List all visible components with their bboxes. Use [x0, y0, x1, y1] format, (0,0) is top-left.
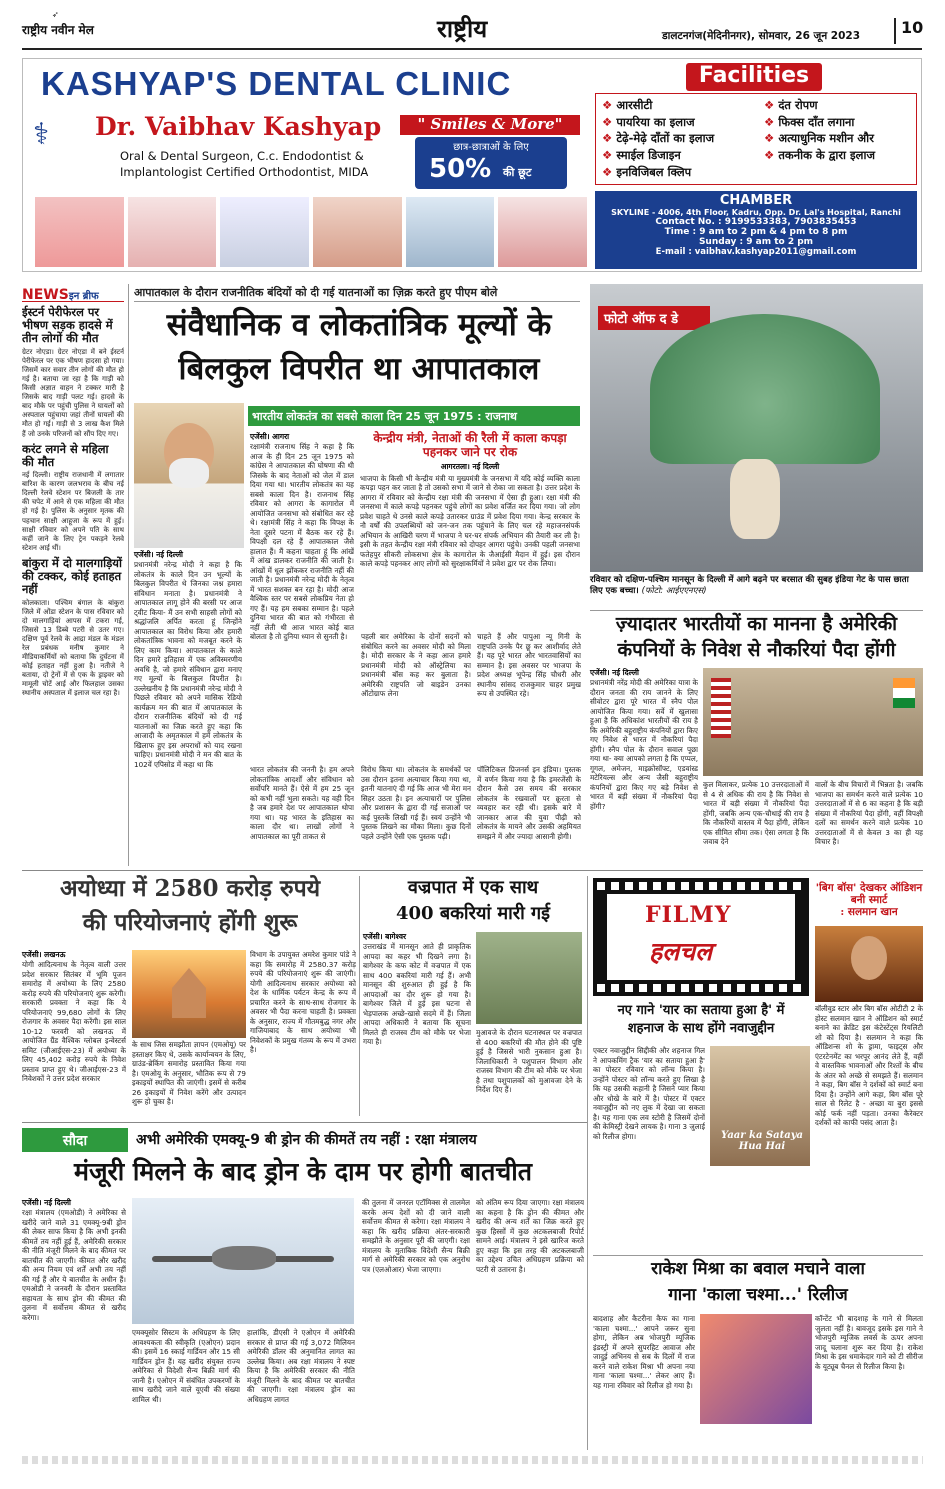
drone-byline: एजेंसी। नई दिल्ली: [22, 1198, 71, 1207]
rakesh-col-1: [593, 1314, 695, 1448]
drone-col-1: [22, 1198, 126, 1448]
face-shape: [851, 936, 887, 980]
song-poster: [710, 1046, 810, 1166]
chamber-email: E-mail : vaibhav.kashyap2011@gmail.com: [655, 247, 857, 257]
implant-photo: [220, 197, 309, 267]
ayodhya-col-3: [250, 950, 356, 1116]
diamond-bullet-icon: ❖: [764, 98, 779, 112]
filmy-halchal-banner: [593, 878, 809, 996]
facilities-title: Facilities: [686, 63, 822, 91]
facilities-box: [595, 93, 917, 185]
column-divider: [359, 876, 360, 1116]
student-discount: [415, 137, 567, 189]
pm-body: प्रधानमंत्री नरेन्द्र मोदी ने कहा है कि लोकतंत्र के काले दिन उन भूल्यों के बिलकुल विपरीत थे जिनका जश्न हमारा संविधान मनाता है। प्रधानमंत्री ने आपातकाल लागू होने की बरसी पर आज ट्वीट किया- मैं उन सभी साहसी लोगों को श्रद्धांजलि अर्पित करता हूं जिन्होंने आपातकाल का विरोध किया और हमारी लोकतांत्रिक भावना को मजबूत करने के लिए काम किया। आपातकाल के काले दिन हमारे इतिहास में एक अविस्मरणीय अवधि है, जो हमारे संविधान द्वारा मनाए गए मूल्यों के बिलकुल विपरीत है। उल्लेखनीय है कि प्रधानमंत्री नरेन्द्र मोदी ने पिछले रविवार को अपने मासिक रेडियो कार्यक्रम मन की बात में आपातकाल के दौरान राजनीतिक बंदियों को दी गई यातनाओं का जिक्र करते हुए कहा कि आजादी के अमृतकाल में हमें लोकतंत्र के खिलाफ हुए इस अपराधों को याद रखना चाहिए। प्रधानमंत्री मोदी ने मन की बात के 102वें एपिसोड में कहा था कि: [134, 560, 242, 769]
facility-item: ❖ अत्याधुनिक मशीन और: [764, 131, 874, 146]
black-cloth-body-2: पहली बार अमेरिका के दोनों सदनों को संबोधित करने का अवसर मोदी को मिला है। मोदी सरकार के ने कहा आज हमारे प्रधानमंत्री मोदी को ऑस्ट्रेलिया का प्रधानमंत्री बॉस कह कर बुलाता है। अमेरिकी राष्ट्रपति जो बाइडेन उनका ऑटोग्राफ लेना: [361, 632, 471, 698]
us-flag-shape: [711, 678, 731, 738]
us-meeting-photo: [703, 668, 923, 776]
drone-kicker: अभी अमेरिकी एमक्यू-9 बी ड्रोन की कीमतें तय नहीं : रक्षा मंत्रालय: [136, 1132, 477, 1148]
lightning-body-2: मुआवजे के दौरान घटनास्थल पर वज्रपात से 400 बकरियों की मौत होने की पुष्टि हुई है जिससे भारी नुकसान हुआ है। जिलाधिकारी ने पशुपालन विभाग और राजस्व विभाग की टीम को मौके पर भेजा है तथा पशुपालकों को मुआवजा देने के निर्देश दिए हैं।: [476, 1028, 582, 1094]
black-cloth-byline: आगरतला। नई दिल्ली: [440, 461, 500, 471]
rakesh-mishra-photo: [700, 1314, 812, 1424]
facilities-right-list: [764, 97, 914, 164]
diamond-bullet-icon: ❖: [602, 114, 617, 129]
lead-strap: भारतीय लोकतंत्र का सबसे काला दिन 25 जून 1975 : राजनाथ: [248, 406, 580, 426]
chamber-address: SKYLINE - 4006, 4th Floor, Kadru, Opp. Dr. Lal's Hospital, Ranchi: [611, 208, 901, 217]
umbrella-shape: [650, 314, 880, 464]
rakesh-headline-1: राकेश मिश्रा का बवाल मचाने वाला: [651, 1259, 865, 1279]
goats-photo: [476, 932, 582, 1024]
facility-item: ❖ दंत रोपण: [764, 98, 818, 112]
qualification-2: Implantologist Certified Orthodontist, MIDA: [120, 165, 369, 179]
filmy-label: FILMY: [645, 902, 732, 928]
diamond-bullet-icon: ❖: [602, 148, 617, 163]
photo-caption-block: [590, 575, 923, 605]
halchal-label: हलचल: [649, 937, 713, 966]
drone-col-5: [476, 1198, 584, 1448]
drone-body: रक्षा मंत्रालय (एमओडी) ने अमेरिका से खरीदे जाने वाले 31 एमक्यू-9बी ड्रोन की लेकर साफ किया है कि अभी इनकी कीमतें तय नहीं हुई हैं, अमेरिकी सरकार की नीति मंजूरी मिलने के बाद कीमत पर बातचीत की जाएगी। कीमत और खरीद की अन्य नियम एवं शर्तें अभी तय नहीं की गई हैं और ये बातचीत के अधीन हैं। एमओडी ने जनवरी के दौरान प्रस्तावित सहायता के साथ ड्रोन की कीमत की तुलना में सर्वोत्तम कीमत से खरीद करेगा।: [22, 1208, 126, 1322]
bigboss-story: [815, 882, 923, 918]
smile-photo: [313, 197, 402, 267]
dentures-photo: [35, 197, 124, 267]
diamond-bullet-icon: ❖: [764, 131, 779, 146]
beard-shape: [169, 458, 209, 488]
dental-photo-strip: [35, 197, 587, 267]
facility-item: ❖ पायरिया का इलाज: [602, 114, 695, 129]
black-cloth-body: भाजपा के किसी भी केन्द्रीय मंत्री या मुख्यमंत्री के जनसभा में यदि कोई व्यक्ति काला कपड़ा पहन कर जाता है तो उसको सभा में जाने से रोका जा सकता है। उत्तर प्रदेश के आगरा में रविवार को केन्द्रीय रक्षा मंत्री की जनसभा में ऐसा ही हुआ। रक्षा मंत्री की जनसभा में काले कपड़े पहनकर पहुंचे लोगों का प्रवेश वर्जित कर दिया गया। जो लोग प्रवेश चाहते थे उनसे काले कपड़े उतारकर ग्राउंड में प्रवेश दिया गया। केन्द्र सरकार के नौ वर्षों की उपलब्धियों को जन-जन तक पहुंचाने के लिए चल रहे महाजनसंपर्क अभियान के आखिरी चरण में भाजपा ने घर-घर संपर्क अभियान की तैयारी कर ली है। इसी के तहत केन्द्रीय रक्षा मंत्री रविवार को दोपहर आगरा पहुंचे। उनकी पहली जनसभा फतेहपुर सीकरी लोकसभा क्षेत्र के कागारोल के जैआईसी मैदान में हुई। इस दौरान काले कपड़े पहनकर आए लोगों को सुरक्षाकर्मियों ने प्रवेश द्वार पर रोक लिया।: [360, 473, 580, 569]
drone-body-2: एमक्यूसोर सिस्टम के अधिग्रहण के लिए आवश्यकता की स्वीकृति (एओएन) प्रदान की। इसमें 16 स्काई गार्डियन और 15 सी गार्डियन ड्रोन हैं। यह खरीद संयुक्त राज्य अमेरिका से विदेशी सैन्य बिक्री मार्ग की जानी है। एओएन में संबंधित उपकरणों के साथ खरीदे जाने वाले यूएवी की संख्या शामिल थी।: [132, 1328, 240, 1404]
photo-caption: रविवार को दक्षिण-पश्चिम मानसून के दिल्ली में आगे बढ़ने पर बरसात की सुबह इंडिया गेट के पास छाता लिए एक बच्चा।: [590, 575, 909, 597]
drone-photo: [132, 1198, 354, 1324]
ayodhya-body-3: विभाग के उपायुक्त अमरेश कुमार पांडे ने कहा कि समारोह में 2580.37 करोड़ रुपये की परियोजनाएं शुरू की जाएंगी। योगी आदित्यनाथ सरकार अयोध्या को देश के धार्मिक पर्यटन केन्द्र के रूप में प्रचारित करने के साथ-साथ रोजगार के अवसर भी पैदा करना चाहती है। प्रवक्ता के अनुसार, राज्य में गौतमबुद्ध नगर और गाजियाबाद के साथ अयोध्या भी निवेशकों के प्रमुख गंतव्य के रूप में उभरा है।: [250, 950, 356, 1054]
usjobs-col-2: [703, 780, 809, 864]
lightning-byline: एजेंसी। बागेश्वर: [363, 932, 407, 941]
india-flag-shape: [893, 678, 915, 708]
byline-pm: एजेंसी। नई दिल्ली: [134, 550, 183, 559]
drone-headline: मंजूरी मिलने के बाद ड्रोन के दाम पर होगी बातचीत: [74, 1157, 532, 1186]
lightning-headline-1: वज्रपात में एक साथ: [407, 877, 539, 898]
brief-label-news: NEWS: [22, 287, 69, 303]
brief-list: [22, 306, 124, 699]
usjobs-body-2: कुल मिलाकर, प्रत्येक 10 उत्तरदाताओं में से 4 से अधिक की राय है कि निवेश से भारत में बड़ी संख्या में नौकरियां पैदा होंगी, जबकि अन्य एक-चौथाई की राय है कि नौकरियों वास्तव में पैदा होंगी, लेकिन एक सीमित सीमा तक। ऐसा लगता है कि जवाब देने: [703, 780, 809, 846]
lightning-col-2: [476, 1028, 582, 1116]
chamber-title: CHAMBER: [719, 193, 793, 208]
song-body-col: [593, 1046, 705, 1246]
teeth-model-photo: [498, 197, 587, 267]
lightning-body: उत्तराखंड में मानसून आते ही प्राकृतिक आपदा का कहर भी दिखने लगा है। बागेश्वर के कफ कोट में वज्रपात में एक साथ 400 बकरियां मारी गई हैं। अभी मानसून की शुरुआत ही हुई है कि आपदाओं का दौर शुरू हो गया है। बागेश्वर जिले में हुई इस घटना से भेड़पालक अच्छे-खासे सदमे में हैं। जिला आपदा अधिकारी ने बताया कि सूचना मिलते ही राजस्व टीम को मौके पर भेजा गया है।: [363, 942, 471, 1046]
drone-label: सौदा: [22, 1128, 128, 1152]
ayodhya-headline-2: की परियोजनाएं होंगी शुरू: [82, 909, 298, 936]
child-dentist-photo: [406, 197, 495, 267]
rakesh-body: बादशाह और कैटरीना कैफ का गाना 'काला चश्मा...' आपने जरूर सुना होगा, लेकिन अब भोजपुरी म्यूजिक इंडस्ट्री में अपने सुपरहिट आवाज और जादुई अभिनय से सब के दिलों में राज करने वाले राकेश मिश्रा भी अपना नया गाना 'काला चश्मा...' लेकर आए हैं। यह गाना रविवार को रिलीज हो गया है।: [593, 1314, 695, 1390]
footer-rule: [22, 1456, 923, 1464]
rakesh-body-2: कॉन्टेंट भी बादशाह के गाने से मिलता जुलता नहीं है। बावजूद इसके इस गाने ने भोजपुरी म्यूजिक लवर्स के ऊपर अपना जादू चलाना शुरू कर दिया है। राकेश मिश्रा के इस धमाकेदार गाने को टी सीरीज के यूट्यूब चैनल से रिलीज किया है।: [815, 1314, 923, 1371]
chamber-time: Time : 9 am to 2 pm & 4 pm to 8 pm: [664, 227, 848, 237]
doctor-name: Dr. Vaibhav Kashyap: [95, 112, 382, 141]
bigboss-body: बॉलीवुड स्टार और बिग बॉस ओटीटी 2 के होस्ट सलमान खान ने ऑडिशन को स्मार्ट बनाने का क्रेडिट इस कंटेस्टेंट्स रियलिटी शो को दिया है। सलमान ने कहा कि ऑडिशन्स शो के ड्रामा, फाइट्स और एंटरटेनमेंट का भरपूर आनंद लेते हैं, वहीं वे वास्तविक भावनाओं और रिश्तों के बीच के अंतर को अच्छे से समझते हैं। सलमान ने कहा, बिग बॉस ने दर्शकों को स्मार्ट बना दिया है। उन्होंने आगे कहा, बिग बॉस पूरे साल से रिलेट है - अच्छा या बुरा इससे कोई फर्क नहीं पड़ता। उनका कैरेक्टर दर्शकों को काफी पसंद आता है।: [815, 1004, 923, 1127]
lead-headline-1: संवैधानिक व लोकतांत्रिक मूल्यों के: [166, 307, 552, 343]
diamond-bullet-icon: ❖: [602, 98, 617, 112]
pm-body-2: विरोध किया था। लोकतंत्र के समर्थकों पर उस दौरान इतना अत्याचार किया गया था, इतनी यातनाएं दी गई कि आज भी मेरा मन सिहर उठता है। इन अत्याचारों पर पुलिस और प्रशासन के द्वारा दी गई सजाओं पर कई पुस्तकें लिखी गई हैं। स्वयं उन्होंने भी पुस्तक लिखने का मौका मिला। कुछ दिनों पहले उन्होंने ऐसी एक पुस्तक पढ़ी।: [361, 765, 471, 841]
clinic-name: KASHYAP'S DENTAL CLINIC: [41, 65, 512, 102]
discount-value: 50%: [429, 154, 492, 184]
bigboss-body-col: [815, 1004, 923, 1252]
usjobs-headline-2: कंपनियों के निवेश से नौकरियां पैदा होंगी: [617, 639, 896, 661]
film-strip-top: [597, 882, 805, 890]
diamond-bullet-icon: ❖: [764, 114, 779, 129]
pm-story-col-2: [361, 765, 471, 864]
lightning-col-1: [363, 932, 471, 1116]
chamber-box: [595, 191, 917, 269]
photo-credit: (फोटो: आईएएनएस): [641, 586, 707, 597]
rule: [590, 610, 923, 611]
facility-item: ❖ तकनीक के द्वारा इलाज: [764, 148, 875, 163]
drone-col-3: [247, 1328, 355, 1448]
black-cloth-story: [360, 432, 580, 628]
facility-item: ❖ आरसीटी: [602, 98, 653, 112]
black-cloth-headline: केन्द्रीय मंत्री, नेताओं की रैली में काला कपड़ा पहनकर जाने पर रोक: [373, 431, 567, 459]
chamber-contact: Contact No. : 9199533383, 7903835453: [655, 217, 857, 227]
chamber-sunday: Sunday : 9 am to 2 pm: [698, 237, 814, 247]
song-headline-1: नए गाने 'यार का सताया हुआ है' में: [617, 1003, 785, 1018]
film-strip-bottom: [597, 984, 805, 992]
section-rule: [22, 870, 923, 871]
rajnath-story-col-2: [250, 765, 354, 864]
section-rule: [22, 1122, 587, 1123]
diamond-bullet-icon: ❖: [602, 164, 617, 179]
usjobs-body-3: वालों के बीच विचारों में भिन्नता है। जबकि भाजपा का समर्थन करने वाले प्रत्येक 10 उत्तरदाताओं में से 6 का कहना है कि बड़ी संख्या में नौकरियां पैदा होंगी, वहीं विपक्षी दलों का समर्थन करने वाले प्रत्येक 10 उत्तरदाताओं में से केवल 3 का ही यह विचार है।: [815, 780, 923, 846]
drone-col-2: [132, 1328, 240, 1448]
qualification-1: Oral & Dental Surgeon, C.c. Endodontist &: [120, 149, 364, 163]
brief-label-hindi: इन ब्रीफ: [68, 291, 99, 302]
black-cloth-body-3: चाहते हैं और पापुआ न्यू गिनी के राष्ट्रपति उनके पैर छू कर आशीर्वाद लेते हैं। यह पूरे भारत और भारतवासियों का सम्मान है। इस अवसर पर भाजपा के प्रदेश अध्यक्ष भूपेन्द्र सिंह चौधरी और स्थानीय सांसद राजकुमार चाहर प्रमुख रूप से उपस्थित रहे।: [477, 632, 581, 698]
film-frame: [607, 894, 795, 980]
page-number: 10: [894, 18, 923, 44]
facility-item: ❖ टेढ़े-मेढ़े दाँतों का इलाज: [602, 131, 715, 146]
salman-khan-photo: [815, 926, 923, 1002]
black-cloth-col-3: [477, 632, 581, 760]
ayodhya-byline: एजेंसी। लखनऊ: [22, 950, 66, 959]
usjobs-body: प्रधानमंत्री नरेंद्र मोदी की अमेरिका यात्रा के दौरान जनता की राय जानने के लिए सीवोटर द्वारा पूरे भारत में स्नैप पोल आयोजित किया गया। सर्वे में खुलासा हुआ है कि अधिकांश भारतीयों की राय है कि अमेरिकी बहुराष्ट्रीय कंपनियों द्वारा किए गए निवेश से भारत में नौकरियां पैदा होंगी। स्नैप पोल के दौरान सवाल पूछा गया था- क्या आपको लगता है कि एप्पल, गूगल, अमेजन, माइक्रोसॉफ्ट, एडवांस्ड मटेरियल्स और अन्य जैसी बहुराष्ट्रीय कंपनियों द्वारा किए गए बड़े निवेश से भारत में बड़ी संख्या में नौकरियां पैदा होंगी?: [590, 678, 698, 811]
brief-item-body: ग्रेटर नोएडा। ग्रेटर नोएडा में बने ईस्टर्न पेरीफेरल पर एक भीषण हादसा हो गया। जिसमें कार सवार तीन लोगों की मौत हो गई है। बताया जा रहा है कि गाड़ी को किसी अज्ञात वाहन ने टक्कर मारी है जिसके बाद गाड़ी पलट गई। हादसे के बाद मौके पर पहुंची पुलिस ने घायलों को अस्पताल पहुंचाया जहां तीनों घायलों की मौत हो गई। गाड़ी से 3 लाख कैश मिले हैं जो उनके परिजनों को सौंप दिए गए।: [22, 347, 124, 438]
rajnath-body: रक्षामंत्री राजनाथ सिंह ने कहा है कि आज के ही दिन 25 जून 1975 को कांग्रेस ने आपातकाल की घोषणा की थी जिसके के बाद नेताओं को जेल में डाल दिया गया था। भारतीय लोकतंत्र का यह सबसे काला दिन है। राजनाथ सिंह रविवार को आगरा के कागारोल में आयोजित जनसभा को संबोधित कर रहे थे। रक्षामंत्री सिंह ने कहा कि विपक्ष के नेता दूसरे पटना में बैठक कर रहे हैं। विपक्षी दल रहे हैं आपातकाल जैसे हालात हैं। मैं कहना चाहता हूं कि आंखें में आंख डालकर राजनीति की जाती है। आंखों में धूल झोंककर राजनीति नहीं की जाती है। प्रधानमंत्री नरेन्द्र मोदी के नेतृत्व में भारत सशक्त बन रहा है। मोदी आज वैश्विक स्तर पर सबसे लोकप्रिय नेता हो गए हैं। यह हम सबका सम्मान है। पहले दुनिया भारत की बात को गंभीरता से नहीं लेती थी आज भारत कोई बात बोलता है तो दुनिया ध्यान से सुनती है।: [250, 442, 354, 641]
dateline: डालटनगंज(मेदिनीनगर), सोमवार, 26 जून 2023: [662, 30, 861, 42]
lightning-headline-2: 400 बकरियां मारी गई: [395, 903, 551, 924]
facility-item: ❖ फिक्स दाँत लगाना: [764, 114, 855, 129]
lead-kicker: आपातकाल के दौरान राजनीतिक बंदियों को दी गई यातनाओं का ज़िक्र करते हुए पीएम बोले: [134, 285, 580, 302]
usjobs-headline-1: ज़्यादातर भारतीयों का मानना है अमेरिकी: [615, 613, 898, 635]
facilities-left-list: [602, 97, 762, 180]
tagline: " Smiles & More": [400, 115, 580, 135]
rajnath-story-col: [250, 432, 354, 762]
photo-of-the-day: [590, 284, 923, 572]
rakesh-col-2: [815, 1314, 923, 1448]
black-cloth-col-2: [361, 632, 471, 760]
rakesh-headline-2: गाना 'काला चश्मा...' रिलीज: [668, 1285, 848, 1305]
black-cloth-col-4: [477, 765, 581, 864]
column-divider: [587, 876, 588, 1450]
news-in-brief-column: [22, 284, 124, 866]
photo-label: फोटो ऑफ द डे: [598, 306, 710, 330]
usjobs-byline: एजेंसी। नई दिल्ली: [590, 668, 639, 677]
song-poster-text: Yaar ka Sataya Hua Hai: [720, 1130, 804, 1152]
drone-body-4: की तुलना में जनरल एटॉमिक्स से तालमेल करके अन्य देशों को दी जाने वाली सर्वोत्तम कीमत से करेगा। रक्षा मंत्रालय ने कहा कि खरीद प्रक्रिया अंतर-सरकारी समझौते के अनुसार पूरी की जाएगी। रक्षा मंत्रालय के मुताबिक विदेशी सैन्य बिक्री मार्ग से अमेरिकी सरकार को एक अनुरोध पत्र (एलओआर) भेजा जाएगा।: [362, 1198, 470, 1274]
brief-item-title: करंट लगने से महिला की मौत: [22, 441, 109, 469]
diamond-bullet-icon: ❖: [602, 131, 617, 146]
section-title: राष्ट्रीय: [437, 14, 488, 43]
byline-rajnath: एजेंसी। आगरा: [250, 432, 290, 441]
drone-col-4: [362, 1198, 470, 1448]
discount-suffix: की छूट: [503, 166, 532, 179]
bigboss-kicker: 'बिग बॉस' देखकर ऑडिशन बनी स्मार्ट: [815, 882, 923, 907]
brief-header: [22, 284, 124, 302]
ayodhya-body: योगी आदित्यनाथ के नेतृत्व वाली उत्तर प्रदेश सरकार सितंबर में भूमि पूजन समारोह में अयोध्या के लिए 2580 करोड़ रुपये की परियोजनाएं शुरू करेगी। सरकारी प्रवक्ता ने कहा कि ये परियोजनाएं 99,680 लोगों के लिए रोजगार के अवसर पैदा करेंगी। इस साल 10-12 फरवरी को लखनऊ में आयोजित ग्रैंड वैश्विक ग्लोबल इन्वेस्टर्स समिट (जीआईएस-23) में अयोध्या के लिए 45,402 करोड़ रुपये के निवेश प्रस्ताव प्राप्त हुए थे। जीआईएस-23 में निवेशकों ने उत्तर प्रदेश सरकार: [22, 960, 126, 1083]
child-shape: [730, 459, 780, 539]
pm-modi-photo: [134, 403, 244, 548]
brief-item-body: कोलकाता। पश्चिम बंगाल के बांकुरा जिले में ओंडा स्टेशन के पास रविवार को दो मालगाड़ियां आपस में टकरा गई, जिससे 13 डिब्बे पटरी से उतर गए। दक्षिण पूर्व रेलवे के आद्रा मंडल के मंडल रेल प्रबंधक मनीष कुमार ने मीडियाकर्मियों को बताया कि दुर्घटना में कोई हताहत नहीं हुआ है। नतीजे ने बताया, दो ट्रेनों में से एक के ड्राइवर को मामूली चोटें आई और फिलहाल उसका स्थानीय अस्पताल में इलाज चल रहा है।: [22, 598, 124, 698]
ayodhya-temple-photo: [132, 950, 246, 1038]
rajnath-body-2: भारत लोकतंत्र की जननी है। हम अपने लोकतांत्रिक आदर्शों और संविधान को सर्वोपरि मानते हैं। ऐसे में हम 25 जून को कभी नहीं भुला सकते। यह वही दिन है जब हमारे देश पर आपातकाल थोपा गया था। यह भारत के इतिहास का काला दौर था। लाखों लोगों ने आपातकाल का पूरी ताकत से: [250, 765, 354, 841]
facility-item: ❖ स्माईल डिजाइन: [602, 148, 681, 163]
pm-story-col-1: [134, 550, 242, 864]
song-body: एक्टर नवाजुद्दीन सिद्दीकी और शहनाज गिल ने आपकमिंग ट्रैक 'यार का सताया हुआ है' का पोस्टर रविवार को लॉन्च किया है। उन्होंने पोस्टर को लॉन्च करते हुए लिखा है कि यह उसकी कहानी है जिसने प्यार किया और धोखे के बारे में है। पोस्टर में एक्टर नवाजुद्दीन को नए लुक में देखा जा सकता है। यह गाना एक लव स्टोरी है जिसमें दोनों की केमिस्ट्री देखने लायक है। गाना 3 जुलाई को रिलीज होगा।: [593, 1046, 705, 1141]
usjobs-col-3: [815, 780, 923, 864]
brief-item-title: बांकुरा में दो मालगाड़ियों की टक्कर, कोई हताहत नहीं: [22, 555, 122, 597]
bird-logo-icon: ➶: [52, 10, 59, 19]
column-divider: [128, 284, 129, 866]
diamond-bullet-icon: ❖: [764, 148, 779, 163]
brief-item-body: नई दिल्ली। राष्ट्रीय राजधानी में लगातार बारिश के कारण जलभराव के बीच नई दिल्ली रेलवे स्टेशन पर बिजली के तार की चपेट में आने से एक महिला की मौत हो गई है। पुलिस के अनुसार मृतक की पहचान साक्षी आहूजा के रूप में हुई। साक्षी रविवार को अपने पति के साथ कहीं जाने के लिए ट्रेन पकड़ने रेलवे स्टेशन आई थीं।: [22, 471, 124, 552]
ayodhya-col-2: [132, 1040, 246, 1116]
bigboss-byline: : सलमान खान: [840, 906, 898, 919]
discount-label: छात्र-छात्राओं के लिए: [453, 142, 529, 153]
masthead: [22, 8, 922, 50]
ayodhya-col-1: [22, 950, 126, 1116]
rule: [593, 1255, 923, 1256]
brief-item-title: ईस्टर्न पेरीफेरल पर भीषण सड़क हादसे में तीन लोगों की मौत: [22, 305, 113, 346]
facility-item: ❖ इनविजिबल क्लिप: [602, 164, 692, 179]
ayodhya-headline-1: अयोध्या में 2580 करोड़ रुपये: [59, 875, 321, 902]
song-headline-2: शहनाज के साथ होंगे नवाजुद्दीन: [627, 1021, 775, 1036]
usjobs-col-1: [590, 668, 698, 864]
drone-body-3: हालांकि, डीएसी ने एओएन में अमेरिकी सरकार से प्राप्त की गई 3,072 मिलियन अमेरिकी डॉलर की अनुमानित लागत का उल्लेख किया। अब रक्षा मंत्रालय ने स्पष्ट किया है कि अमेरिकी सरकार की नीति मंजूरी मिलने के बाद कीमत पर बातचीत की जाएगी। रक्षा मंत्रालय ड्रोन का अधिग्रहण लागत: [247, 1328, 355, 1404]
drone-body-shape: [212, 1246, 276, 1270]
drone-body-5: को अंतिम रूप दिया जाएगा। रक्षा मंत्रालय का कहना है कि ड्रोन की कीमत और खरीद की अन्य शर्तें का जिक्र करते हुए कुछ हिस्सों में कुछ अटकलबाजी रिपोर्ट सामने आई। मंत्रालय ने इसे खारिज करते हुए कहा कि इस तरह की अटकलबाजी का उद्देश्य उचित अधिग्रहण प्रक्रिया को पटरी से उतारना है।: [476, 1198, 584, 1274]
paper-name: राष्ट्रीय नवीन मेल: [22, 23, 94, 37]
temple-shape: [172, 968, 206, 1018]
lead-headline-2: बिलकुल विपरीत था आपातकाल: [178, 351, 540, 387]
caduceus-icon: ⚕: [33, 117, 50, 152]
black-cloth-body-4: पॉलिटिकल प्रिजनर्स इन इंडिया। पुस्तक में वर्णन किया गया है कि इमरजेंसी के दौरान कैसे उस समय की सरकार लोकतंत्र के रखवालों पर क्रूरता से व्यवहार कर रही थी। इसके बारे में जानकार आज की युवा पीढ़ी को लोकतंत्र के मायने और उसकी अहमियत समझने में और ज्यादा आसानी होगी।: [477, 765, 581, 841]
dental-clinic-ad: [22, 58, 922, 272]
braces-photo: [128, 197, 217, 267]
ayodhya-body-2: के साथ जिस समझौता ज्ञापन (एमओयू) पर हस्ताक्षर किए थे, उसके कार्यान्वयन के लिए, ग्राउंड-ब्रेकिंग समारोह प्रस्तावित किया गया है। एमओयू के अनुसार, भौतिक रूप से 79 इकाइयों स्थापित की जाएंगी। इसमें से करीब 26 इकाइयों में निवेश करेंगे और उत्पादन शुरू हो चुका है।: [132, 1040, 246, 1106]
